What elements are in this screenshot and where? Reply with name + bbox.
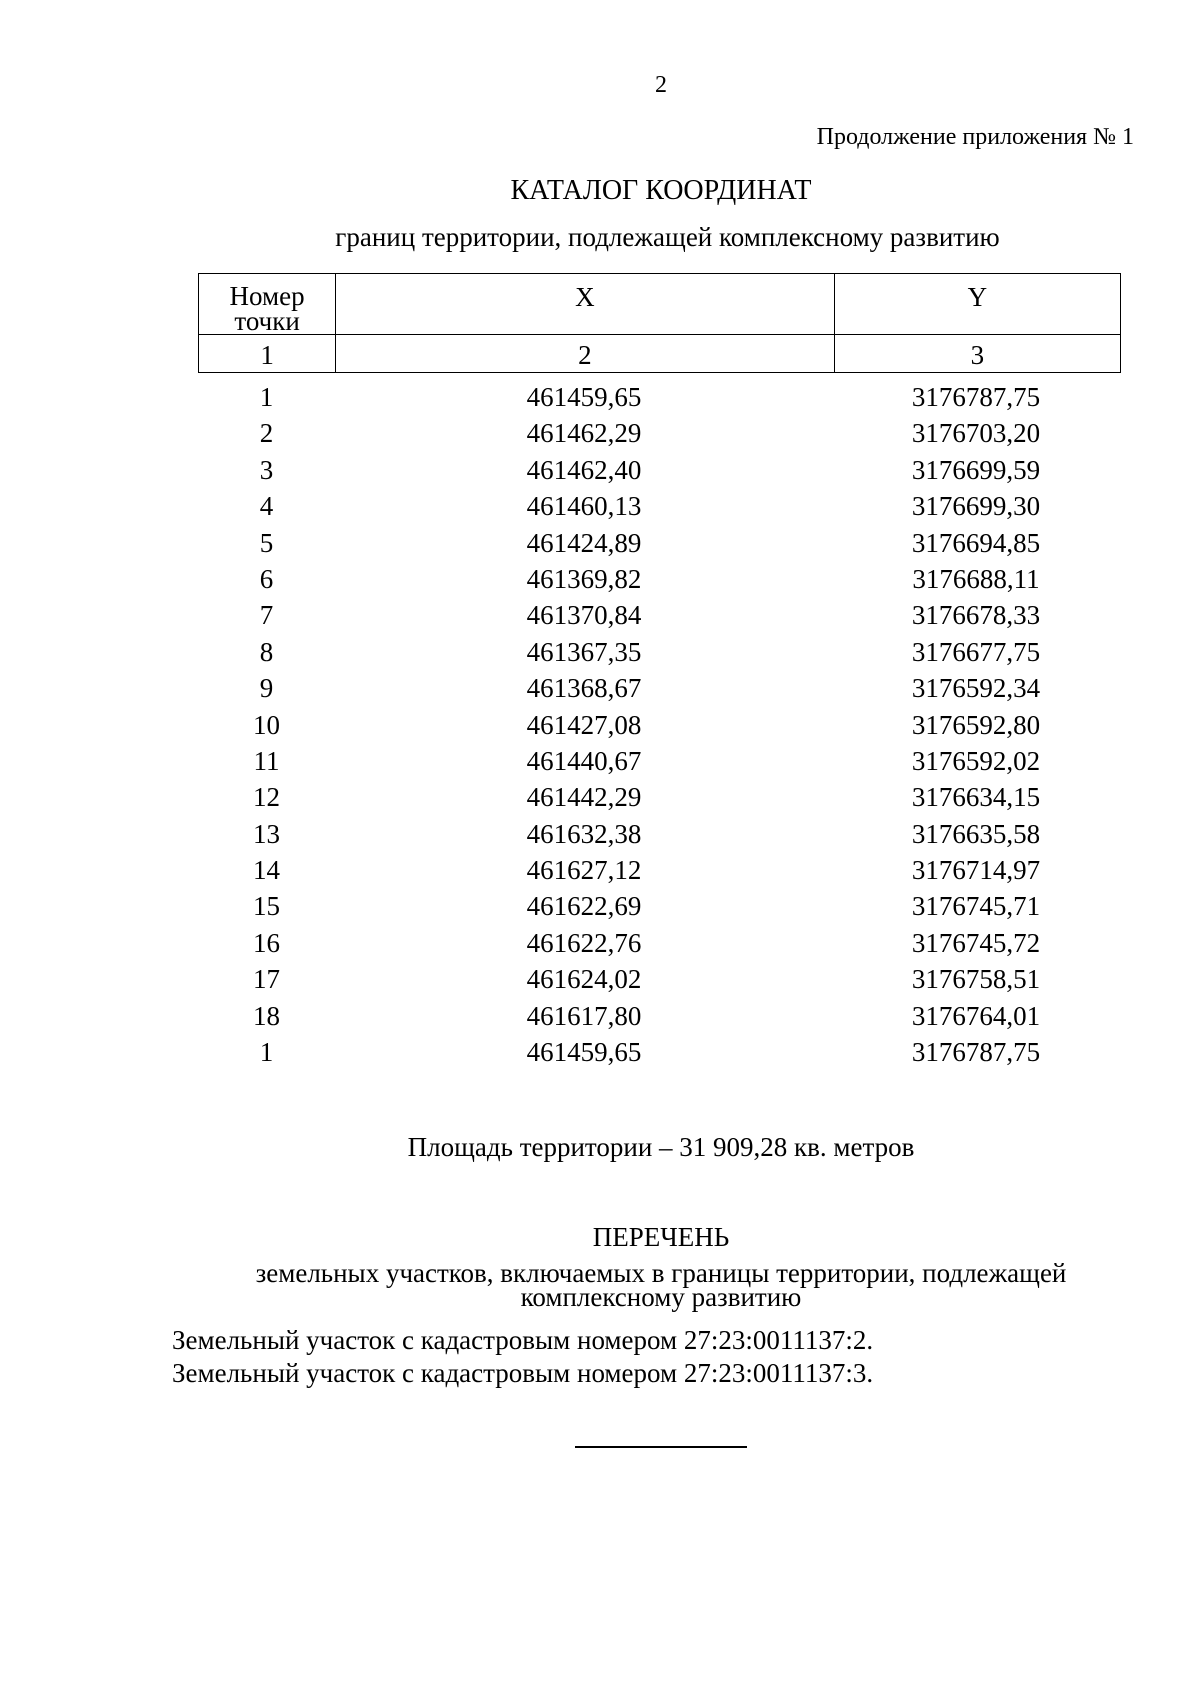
table-row [198, 526, 1121, 562]
column-number-1-label: 1 [260, 340, 274, 370]
header-point-line1: Номер [229, 281, 305, 311]
table-row [198, 453, 1121, 489]
x-coordinate-cell: 461632,38 [526, 818, 642, 849]
y-coordinate-cell: 3176592,80 [911, 709, 1041, 740]
territory-area: Площадь территории – 31 909,28 кв. метров [407, 1132, 915, 1162]
x-coordinate-cell: 461460,13 [526, 491, 642, 522]
y-coordinate-cell: 3176635,58 [911, 818, 1041, 849]
x-coordinate-cell: 461459,65 [526, 1037, 642, 1068]
column-number-2-label: 2 [578, 340, 592, 370]
table-row [198, 380, 1121, 416]
x-coordinate-cell: 461367,35 [526, 636, 642, 667]
point-number-cell: 1 [259, 382, 274, 412]
table-row [198, 489, 1121, 525]
y-coordinate-cell: 3176592,34 [911, 673, 1041, 704]
end-rule [575, 1446, 747, 1448]
parcel-list-title: ПЕРЕЧЕНЬ [592, 1222, 730, 1252]
y-coordinate-cell: 3176634,15 [911, 782, 1041, 813]
point-number-cell: 8 [259, 636, 274, 667]
y-coordinate-cell: 3176699,59 [911, 454, 1041, 485]
point-number-cell: 7 [259, 600, 274, 631]
point-number-cell: 4 [259, 491, 274, 522]
page-number: 2 [655, 72, 667, 98]
x-coordinate-cell: 461369,82 [526, 563, 642, 594]
y-coordinate-cell: 3176703,20 [911, 418, 1041, 449]
point-number-cell: 15 [253, 891, 280, 922]
table-row [198, 1035, 1121, 1071]
point-number-cell: 9 [259, 673, 274, 704]
column-number-1 [199, 335, 336, 373]
y-coordinate-cell: 3176592,02 [911, 745, 1041, 776]
table-row [198, 999, 1121, 1035]
y-coordinate-cell: 3176714,97 [911, 855, 1041, 886]
point-number-cell: 2 [259, 418, 274, 449]
continuation-label: Продолжение приложения № 1 [816, 124, 1134, 150]
parcel-item: Земельный участок с кадастровым номером 27:23:0011137:2. [172, 1325, 874, 1355]
x-coordinate-cell: 461617,80 [526, 1000, 642, 1031]
parcel-list-subtitle-line2: комплексному развитию [520, 1282, 802, 1312]
coordinates-table-body [198, 380, 1121, 1071]
point-number-cell: 13 [253, 818, 280, 849]
header-x [336, 274, 835, 335]
header-x-label: X [575, 282, 595, 312]
point-number-cell: 1 [259, 1037, 274, 1068]
table-row [198, 744, 1121, 780]
x-coordinate-cell: 461622,69 [526, 891, 642, 922]
y-coordinate-cell: 3176699,30 [911, 491, 1041, 522]
x-coordinate-cell: 461427,08 [526, 709, 642, 740]
table-row [198, 853, 1121, 889]
table-row [198, 926, 1121, 962]
x-coordinate-cell: 461459,65 [526, 382, 642, 412]
x-coordinate-cell: 461424,89 [526, 527, 642, 558]
y-coordinate-cell: 3176677,75 [911, 636, 1041, 667]
point-number-cell: 12 [253, 782, 280, 813]
x-coordinate-cell: 461368,67 [526, 673, 642, 704]
table-row [198, 962, 1121, 998]
point-number-cell: 10 [253, 709, 280, 740]
x-coordinate-cell: 461462,29 [526, 418, 642, 449]
x-coordinate-cell: 461442,29 [526, 782, 642, 813]
table-row [198, 416, 1121, 452]
point-number-cell: 16 [253, 927, 280, 958]
catalog-title: КАТАЛОГ КООРДИНАТ [510, 175, 812, 206]
table-row [198, 635, 1121, 671]
y-coordinate-cell: 3176787,75 [911, 1037, 1041, 1068]
table-row [198, 889, 1121, 925]
parcel-list-subtitle-line1: земельных участков, включаемых в границы территории, подлежащей [255, 1258, 1067, 1288]
table-row [198, 562, 1121, 598]
coordinates-table-header [198, 273, 1121, 373]
column-number-3 [834, 335, 1120, 373]
x-coordinate-cell: 461440,67 [526, 745, 642, 776]
table-row [198, 671, 1121, 707]
table-row [198, 708, 1121, 744]
parcel-item: Земельный участок с кадастровым номером 27:23:0011137:3. [172, 1358, 874, 1388]
x-coordinate-cell: 461622,76 [526, 927, 642, 958]
column-number-3-label: 3 [970, 340, 985, 370]
y-coordinate-cell: 3176764,01 [911, 1000, 1041, 1031]
table-row [198, 817, 1121, 853]
y-coordinate-cell: 3176678,33 [911, 600, 1041, 631]
x-coordinate-cell: 461624,02 [526, 964, 642, 995]
table-row [198, 598, 1121, 634]
header-y-label: Y [967, 282, 988, 312]
point-number-cell: 5 [259, 527, 274, 558]
point-number-cell: 14 [253, 855, 280, 886]
x-coordinate-cell: 461627,12 [526, 855, 642, 886]
table-row [198, 780, 1121, 816]
point-number-cell: 17 [253, 964, 280, 995]
y-coordinate-cell: 3176694,85 [911, 527, 1041, 558]
y-coordinate-cell: 3176787,75 [911, 382, 1041, 412]
column-number-2 [336, 335, 835, 373]
header-point-number [199, 274, 336, 335]
point-number-cell: 11 [253, 745, 280, 776]
y-coordinate-cell: 3176745,72 [911, 927, 1041, 958]
y-coordinate-cell: 3176688,11 [912, 563, 1040, 594]
header-point-line2: точки [234, 306, 300, 336]
catalog-subtitle: границ территории, подлежащей комплексному развитию [335, 222, 1000, 252]
point-number-cell: 18 [253, 1000, 280, 1031]
x-coordinate-cell: 461462,40 [526, 454, 642, 485]
x-coordinate-cell: 461370,84 [526, 600, 642, 631]
parcel-list-subtitle [0, 1258, 1200, 1312]
point-number-cell: 3 [259, 454, 274, 485]
y-coordinate-cell: 3176758,51 [911, 964, 1041, 995]
header-y [834, 274, 1120, 335]
point-number-cell: 6 [259, 563, 274, 594]
y-coordinate-cell: 3176745,71 [911, 891, 1041, 922]
